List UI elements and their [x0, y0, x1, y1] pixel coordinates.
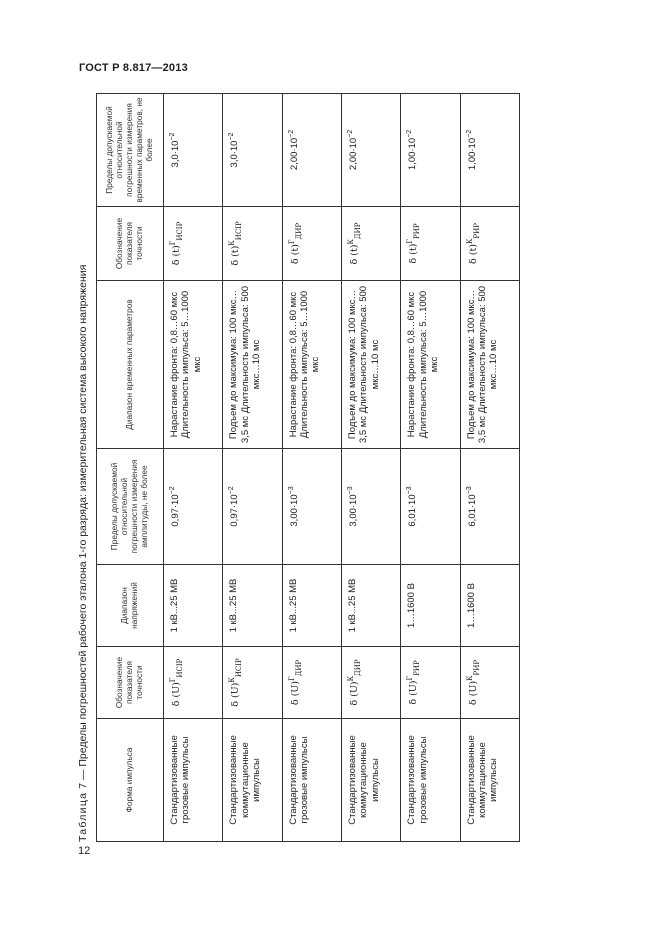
time-symbol-subscript: РИР	[413, 223, 422, 239]
time-range-cell	[460, 281, 519, 449]
amplitude-error-cell	[223, 449, 282, 565]
amplitude-symbol-subscript: ИСІР	[235, 658, 244, 678]
time-symbol-cell	[282, 207, 341, 281]
amplitude-symbol-superscript: К	[346, 675, 355, 682]
amplitude-symbol-cell	[341, 647, 400, 719]
header-time-parameter-range: Диапазон временных параметров	[97, 281, 164, 449]
amplitude-error-cell	[164, 449, 223, 565]
table-header-row	[97, 94, 164, 842]
voltage-range-cell	[341, 565, 400, 647]
header-pulse-form: Форма импульса	[97, 719, 164, 842]
time-error-mantissa: 1,00·10	[407, 137, 419, 171]
pulse-form-cell	[164, 719, 223, 842]
time-symbol-superscript: Г	[406, 238, 415, 244]
time-symbol-subscript: ИСІР	[235, 221, 244, 241]
time-symbol-superscript: Г	[287, 239, 296, 245]
amplitude-error-cell	[282, 449, 341, 565]
time-symbol-cell	[341, 207, 400, 281]
time-range-cell	[401, 281, 460, 449]
amplitude-symbol-cell	[282, 647, 341, 719]
amplitude-error-exponent: −3	[287, 486, 295, 495]
document-standard-header: ГОСТ Р 8.817—2013	[79, 62, 188, 74]
pulse-form-text: Стандартизованные грозовые импульсы	[287, 735, 311, 825]
amplitude-symbol-superscript: Г	[169, 677, 177, 683]
pulse-form-cell	[401, 719, 460, 842]
time-range-text: Нарастание фронта: 0,8…60 мкс Длительность импульса: 5…1000 мкс	[169, 290, 203, 439]
time-symbol-cell	[223, 207, 282, 281]
time-range-cell	[164, 281, 223, 449]
time-symbol-cell	[164, 207, 223, 281]
amplitude-symbol-subscript: РИР	[472, 659, 481, 676]
pulse-form-text: Стандартизованные грозовые импульсы	[169, 735, 192, 825]
table-row	[460, 94, 519, 842]
time-error-cell	[401, 94, 460, 207]
pulse-form-text: Стандартизованные коммутационные импульсы	[228, 735, 263, 825]
table-row	[341, 94, 400, 842]
time-range-cell	[223, 281, 282, 449]
time-range-text: Нарастание фронта: 0,8…60 мкс Длительность импульса: 5…1000 мкс	[406, 290, 441, 439]
amplitude-symbol-base: δ (U)	[408, 680, 420, 705]
amplitude-symbol-subscript: ДИР	[354, 659, 363, 676]
header-voltage-range: Диапазон напряжений	[97, 565, 164, 647]
time-error-exponent: −2	[169, 132, 176, 141]
time-symbol-superscript: К	[228, 240, 237, 246]
time-error-cell	[164, 94, 223, 207]
table-caption-text: 7 — Пределы погрешностей рабочего эталона 1-го разряда: измерительная система высокого напряжения	[77, 264, 89, 789]
amplitude-error-cell	[401, 449, 460, 565]
voltage-range-text: 1…1600 В	[406, 583, 418, 628]
time-symbol-base: δ (t)	[230, 245, 242, 266]
amplitude-symbol-cell	[460, 647, 519, 719]
table-row	[223, 94, 282, 842]
table-row	[164, 94, 223, 842]
amplitude-symbol-subscript: ДИР	[294, 659, 303, 677]
voltage-range-text: 1…1600 В	[465, 583, 477, 628]
time-symbol-cell	[460, 207, 519, 281]
amplitude-error-mantissa: 6,01·10	[407, 494, 419, 527]
time-symbol-subscript: ДИР	[294, 222, 303, 240]
time-error-mantissa: 1,00·10	[466, 137, 478, 171]
time-symbol-subscript: РИР	[472, 223, 481, 239]
time-error-exponent: −2	[287, 129, 295, 138]
time-symbol-superscript: К	[465, 238, 474, 244]
time-range-text: Подъем до максимума: 100 мкс…3,5 мс Длительность импульса: 500 мкс…10 мс	[228, 285, 263, 444]
time-range-cell	[282, 281, 341, 449]
time-symbol-superscript: Г	[169, 240, 177, 246]
pulse-form-text: Стандартизованные грозовые импульсы	[406, 735, 429, 825]
time-error-exponent: −2	[406, 129, 414, 138]
header-amplitude-accuracy-symbol: Обозначение показателя точности	[97, 647, 164, 719]
voltage-range-cell	[401, 565, 460, 647]
time-error-exponent: −2	[346, 129, 354, 138]
time-error-mantissa: 2,00·10	[348, 137, 360, 171]
amplitude-symbol-base: δ (U)	[230, 682, 242, 707]
voltage-range-text: 1 кВ...25 МВ	[287, 578, 299, 633]
rotated-table-block	[77, 94, 520, 842]
pulse-form-cell	[282, 719, 341, 842]
time-error-mantissa: 2,00·10	[288, 137, 300, 171]
voltage-range-text: 1 кВ...25 МВ	[228, 578, 240, 633]
table-caption	[77, 94, 89, 842]
table-row	[282, 94, 341, 842]
time-error-mantissa: 3,0·10	[229, 140, 241, 168]
amplitude-error-mantissa: 0,97·10	[229, 494, 241, 527]
time-range-cell	[341, 281, 400, 449]
table-caption-label: Таблица	[77, 791, 89, 842]
time-error-cell	[460, 94, 519, 207]
amplitude-error-cell	[341, 449, 400, 565]
voltage-range-cell	[164, 565, 223, 647]
time-symbol-superscript: К	[346, 239, 355, 245]
amplitude-error-mantissa: 3,00·10	[348, 494, 360, 527]
amplitude-symbol-superscript: Г	[287, 676, 296, 681]
amplitude-symbol-superscript: К	[228, 677, 237, 683]
amplitude-symbol-superscript: К	[465, 675, 474, 681]
pulse-form-cell	[460, 719, 519, 842]
amplitude-symbol-base: δ (U)	[289, 681, 301, 706]
time-symbol-base: δ (t)	[467, 243, 479, 264]
amplitude-symbol-base: δ (U)	[349, 681, 361, 706]
time-error-cell	[223, 94, 282, 207]
time-error-cell	[282, 94, 341, 207]
table-row	[401, 94, 460, 842]
amplitude-error-exponent: −3	[406, 486, 414, 495]
amplitude-symbol-cell	[401, 647, 460, 719]
amplitude-error-mantissa: 3,00·10	[288, 494, 300, 527]
pulse-form-text: Стандартизованные коммутационные импульсы	[346, 735, 381, 825]
amplitude-error-cell	[460, 449, 519, 565]
voltage-range-text: 1 кВ...25 МВ	[169, 578, 180, 633]
amplitude-symbol-subscript: ИСІР	[176, 658, 185, 678]
amplitude-symbol-subscript: РИР	[413, 660, 422, 676]
amplitude-symbol-cell	[164, 647, 223, 719]
time-range-text: Подъем до максимума: 100 мкс…3,5 мс Длительность импульса: 500 мкс…10 мс	[465, 285, 500, 444]
time-symbol-base: δ (t)	[408, 243, 420, 264]
voltage-range-cell	[282, 565, 341, 647]
time-error-exponent: −2	[465, 129, 473, 138]
voltage-range-cell	[460, 565, 519, 647]
amplitude-symbol-base: δ (U)	[171, 682, 183, 707]
amplitude-error-exponent: −2	[228, 486, 236, 495]
amplitude-error-mantissa: 6,01·10	[466, 494, 478, 527]
amplitude-symbol-superscript: Г	[406, 675, 415, 681]
time-symbol-base: δ (t)	[171, 245, 183, 266]
header-amplitude-error-limit: Пределы допускаемой относительной погрешности измерения амплитуды, не более	[97, 449, 164, 565]
time-symbol-cell	[401, 207, 460, 281]
amplitude-error-mantissa: 0,97·10	[170, 494, 182, 527]
pulse-form-cell	[341, 719, 400, 842]
time-symbol-base: δ (t)	[349, 244, 361, 265]
voltage-range-cell	[223, 565, 282, 647]
time-symbol-subscript: ДИР	[354, 222, 363, 240]
amplitude-symbol-base: δ (U)	[467, 680, 479, 706]
accuracy-limits-table	[96, 93, 520, 842]
time-symbol-subscript: ИСІР	[176, 221, 185, 241]
time-range-text: Нарастание фронта: 0,8…60 мкс Длительность импульса: 5…1000 мкс	[287, 290, 322, 439]
time-error-exponent: −2	[228, 132, 236, 141]
amplitude-symbol-cell	[223, 647, 282, 719]
amplitude-error-exponent: −3	[346, 486, 354, 495]
header-time-accuracy-symbol: Обозначение показателя точности	[97, 207, 164, 281]
time-error-mantissa: 3,0·10	[170, 140, 182, 168]
pulse-form-text: Стандартизованные коммутационные импульсы	[465, 735, 500, 825]
pulse-form-cell	[223, 719, 282, 842]
time-range-text: Подъем до максимума: 100 мкс…3,5 мс Длительность импульса: 500 мкс…10 мс	[346, 285, 381, 444]
time-symbol-base: δ (t)	[289, 244, 301, 265]
page-number: 12	[78, 845, 91, 857]
header-time-error-limit: Пределы допускаемой относительной погрешности измерения временных параметров, не более	[97, 94, 164, 207]
amplitude-error-exponent: −2	[169, 486, 176, 495]
time-error-cell	[341, 94, 400, 207]
voltage-range-text: 1 кВ...25 МВ	[346, 578, 358, 633]
amplitude-error-exponent: −3	[465, 486, 473, 495]
